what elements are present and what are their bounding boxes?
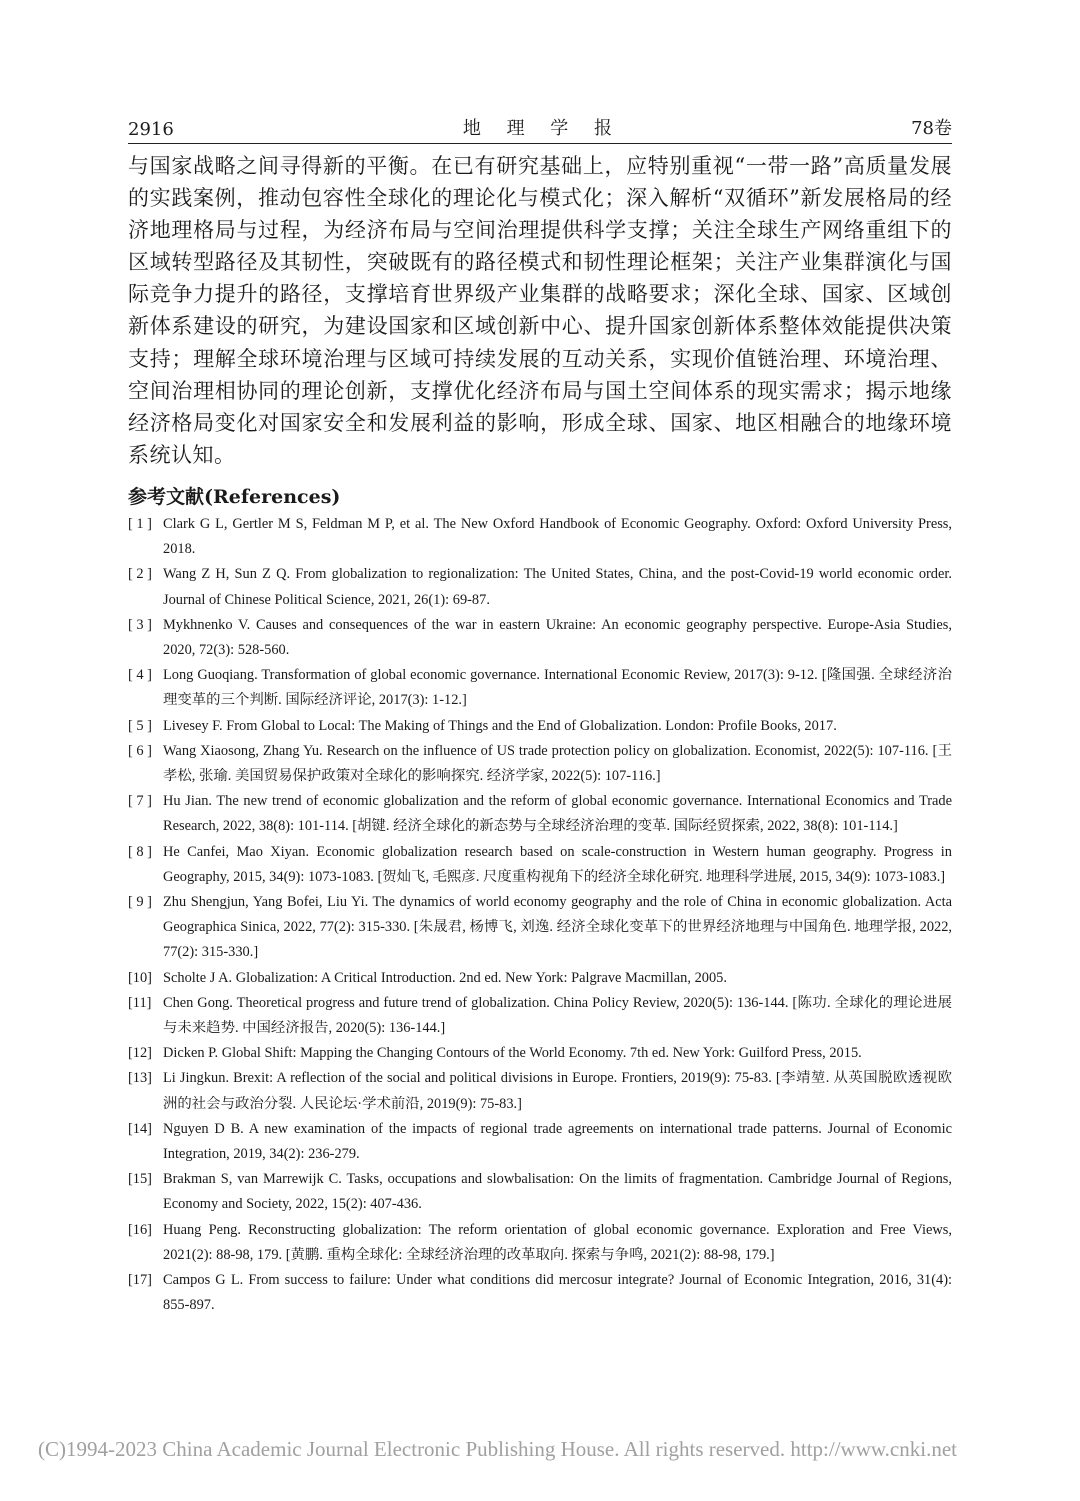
reference-text: Hu Jian. The new trend of economic globalization and the reform of global economic governance. International Economics and Trade Research, 2022, 38(8): 101-114. [胡键. 经济全球化的新态势与全球经济治理的变革. 国际经贸探索, 2022, 38(8): 101-114.] [163, 793, 952, 835]
reference-item [128, 663, 952, 713]
page-number: 2916 [128, 119, 174, 140]
reference-item [128, 789, 952, 839]
reference-item [128, 714, 952, 739]
reference-text: Mykhnenko V. Causes and consequences of the war in eastern Ukraine: An economic geography perspective. Europe-Asia Studies, 2020, 72(3): 528-560. [163, 616, 952, 659]
reference-text: He Canfei, Mao Xiyan. Economic globalization research based on scale-construction in Western human geography. Progress in Geography, 2015, 34(9): 1073-1083. [贺灿飞, 毛熙彦. 尺度重构视角下的经济全球化研究. 地理科学进展, 2015, 34(9): 1073-1083.] [163, 843, 952, 885]
reference-item [128, 1066, 952, 1116]
page-header [128, 108, 952, 140]
reference-item [128, 512, 952, 562]
references-heading: 参考文献(References) [128, 486, 341, 508]
reference-item [128, 991, 952, 1041]
reference-item [128, 840, 952, 890]
reference-number: [ 2 ] [128, 566, 152, 583]
reference-number: [ 9 ] [128, 894, 152, 911]
journal-name: 地 理 学 报 [462, 118, 623, 139]
reference-number: [14] [128, 1120, 152, 1137]
reference-text: Clark G L, Gertler M S, Feldman M P, et al. The New Oxford Handbook of Economic Geography. Oxford: Oxford University Press, 2018. [163, 516, 952, 558]
reference-text: Wang Z H, Sun Z Q. From globalization to regionalization: The United States, China, and the post-Covid-19 world economic order. Journal of Chinese Political Science, 2021, 26(1): 69-87. [163, 566, 952, 608]
reference-number: [ 4 ] [128, 667, 152, 684]
reference-item [128, 890, 952, 966]
reference-item [128, 1167, 952, 1217]
reference-text: Li Jingkun. Brexit: A reflection of the social and political divisions in Europe. Frontiers, 2019(9): 75-83. [李靖堃. 从英国脱欧透视欧洲的社会与政治分裂. 人民论坛·学术前沿, 2019(9): 75-83.] [163, 1070, 952, 1112]
reference-item [128, 562, 952, 612]
reference-text: Livesey F. From Global to Local: The Making of Things and the End of Globalization. London: Profile Books, 2017. [163, 717, 837, 734]
reference-item [128, 966, 952, 991]
reference-text: Campos G L. From success to failure: Under what conditions did mercosur integrate? Journal of Economic Integration, 2016, 31(4): 855-897. [163, 1272, 952, 1314]
reference-text: Huang Peng. Reconstructing globalization: The reform orientation of global economic governance. Exploration and Free Views, 2021(2): 88-98, 179. [黄鹏. 重构全球化: 全球经济治理的改革取向. 探索与争鸣, 2021(2): 88-98, 179.] [163, 1221, 952, 1263]
reference-text: Brakman S, van Marrewijk C. Tasks, occupations and slowbalisation: On the limits of fragmentation. Cambridge Journal of Regions, Economy and Society, 2022, 15(2): 407-436. [163, 1171, 952, 1213]
reference-number: [12] [128, 1045, 152, 1062]
reference-item [128, 1117, 952, 1167]
reference-number: [ 6 ] [128, 742, 152, 759]
reference-text: Nguyen D B. A new examination of the impacts of regional trade agreements on international trade patterns. Journal of Economic Integration, 2019, 34(2): 236-279. [163, 1120, 952, 1163]
reference-item [128, 613, 952, 663]
reference-number: [ 8 ] [128, 843, 152, 860]
volume-label: 78卷 [911, 118, 952, 139]
reference-number: [13] [128, 1070, 152, 1087]
header-rule [128, 143, 952, 144]
reference-number: [16] [128, 1221, 152, 1238]
reference-text: Dicken P. Global Shift: Mapping the Changing Contours of the World Economy. 7th ed. New York: Guilford Press, 2015. [163, 1045, 862, 1062]
reference-number: [ 3 ] [128, 616, 152, 633]
reference-number: [ 5 ] [128, 717, 152, 734]
reference-number: [ 1 ] [128, 516, 152, 532]
reference-text: Long Guoqiang. Transformation of global economic governance. International Economic Review, 2017(3): 9-12. [隆国强. 全球经济治理变革的三个判断. 国际经济评论, 2017(3): 1-12.] [163, 667, 952, 709]
reference-number: [11] [128, 994, 152, 1011]
reference-item [128, 739, 952, 789]
reference-number: [ 7 ] [128, 793, 152, 810]
reference-number: [10] [128, 969, 152, 986]
reference-number: [17] [128, 1272, 152, 1289]
reference-item [128, 1268, 952, 1318]
reference-item [128, 1041, 952, 1066]
reference-text: Scholte J A. Globalization: A Critical Introduction. 2nd ed. New York: Palgrave Macmillan, 2005. [163, 969, 727, 986]
reference-text: Chen Gong. Theoretical progress and future trend of globalization. China Policy Review, 2020(5): 136-144. [陈功. 全球化的理论进展与未来趋势. 中国经济报告, 2020(5): 136-144.] [163, 994, 952, 1037]
reference-text: Zhu Shengjun, Yang Bofei, Liu Yi. The dynamics of world economy geography and the role of China in economic globalization. Acta Geographica Sinica, 2022, 77(2): 315-330. [朱晟君, 杨博飞, 刘逸. 经济全球化变革下的世界经济地理与中国角色. 地理学报, 2022, 77(2): 315-330.] [163, 894, 952, 961]
body-paragraph: 与国家战略之间寻得新的平衡。在已有研究基础上，应特别重视“一带一路”高质量发展的实践案例，推动包容性全球化的理论化与模式化；深入解析“双循环”新发展格局的经济地理格局与过程，为经济布局与空间治理提供科学支撑；关注全球生产网络重组下的区域转型路径及其韧性，突破既有的路径模式和韧性理论框架；关注产业集群演化与国际竞争力提升的路径，支撑培育世界级产业集群的战略要求；深化全球、国家、区域创新体系建设的研究，为建设国家和区域创新中心、提升国家创新体系整体效能提供决策支持；理解全球环境治理与区域可持续发展的互动关系，实现价值链治理、环境治理、空间治理相协同的理论创新，支撑优化经济布局与国土空间体系的现实需求；揭示地缘经济格局变化对国家安全和发展利益的影响，形成全球、国家、地区相融合的地缘环境系统认知。 [128, 154, 952, 467]
reference-text: Wang Xiaosong, Zhang Yu. Research on the influence of US trade protection policy on globalization. Economist, 2022(5): 107-116. [王孝松, 张瑜. 美国贸易保护政策对全球化的影响探究. 经济学家, 2022(5): 107-116.] [163, 742, 952, 785]
reference-list [128, 512, 952, 1319]
reference-number: [15] [128, 1171, 152, 1188]
reference-item [128, 1218, 952, 1268]
copyright-footer: (C)1994-2023 China Academic Journal Electronic Publishing House. All rights reserved. http://www.cnki.net [38, 1437, 957, 1461]
